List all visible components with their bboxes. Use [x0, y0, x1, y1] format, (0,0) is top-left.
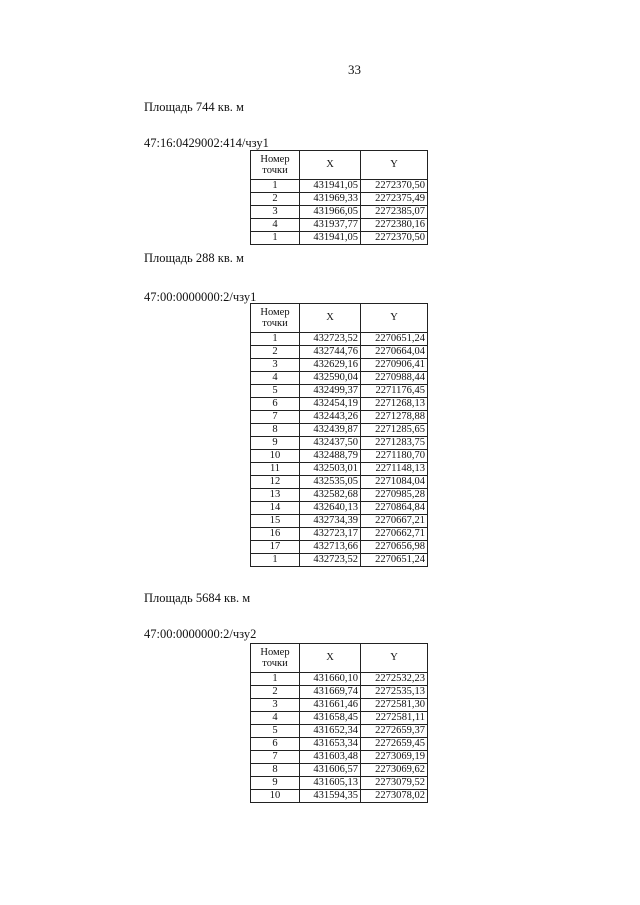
table-row	[251, 219, 428, 232]
section-1-table	[250, 150, 428, 245]
y-coordinate-cell: 2270662,71	[361, 528, 428, 541]
x-coordinate-cell: 432723,52	[300, 554, 361, 567]
table-row	[251, 751, 428, 764]
point-number-cell: 5	[251, 385, 300, 398]
section-2-table	[250, 303, 428, 567]
x-coordinate-cell: 431941,05	[300, 180, 361, 193]
x-coordinate-cell: 431653,34	[300, 738, 361, 751]
point-number-cell: 4	[251, 372, 300, 385]
y-coordinate-cell: 2273079,52	[361, 777, 428, 790]
x-coordinate-cell: 432454,19	[300, 398, 361, 411]
x-coordinate-cell: 431660,10	[300, 673, 361, 686]
point-number-cell: 10	[251, 450, 300, 463]
y-coordinate-cell: 2273069,19	[361, 751, 428, 764]
table-row	[251, 372, 428, 385]
point-number-cell: 15	[251, 515, 300, 528]
table-header-row	[251, 151, 428, 180]
section-3-table	[250, 643, 428, 803]
y-coordinate-cell: 2272581,11	[361, 712, 428, 725]
x-coordinate-cell: 432640,13	[300, 502, 361, 515]
point-number-cell: 1	[251, 232, 300, 245]
table-row	[251, 554, 428, 567]
table-row	[251, 450, 428, 463]
point-number-cell: 9	[251, 777, 300, 790]
y-coordinate-cell: 2272385,07	[361, 206, 428, 219]
table-row	[251, 541, 428, 554]
x-coordinate-cell: 431941,05	[300, 232, 361, 245]
y-coordinate-cell: 2271148,13	[361, 463, 428, 476]
table-header-row	[251, 644, 428, 673]
table-row	[251, 346, 428, 359]
table-row	[251, 232, 428, 245]
table-row	[251, 699, 428, 712]
col-header-num: Номер точки	[251, 151, 300, 180]
x-coordinate-cell: 431661,46	[300, 699, 361, 712]
table-row	[251, 712, 428, 725]
page-number: 33	[348, 62, 361, 77]
point-number-cell: 14	[251, 502, 300, 515]
x-coordinate-cell: 431652,34	[300, 725, 361, 738]
col-header-x: X	[300, 644, 361, 673]
table-row	[251, 385, 428, 398]
x-coordinate-cell: 432582,68	[300, 489, 361, 502]
section-1-id: 47:16:0429002:414/чзу1	[144, 136, 269, 150]
table-row	[251, 738, 428, 751]
point-number-cell: 8	[251, 764, 300, 777]
y-coordinate-cell: 2270651,24	[361, 554, 428, 567]
point-number-cell: 11	[251, 463, 300, 476]
table-row	[251, 725, 428, 738]
x-coordinate-cell: 431669,74	[300, 686, 361, 699]
point-number-cell: 2	[251, 346, 300, 359]
x-coordinate-cell: 432629,16	[300, 359, 361, 372]
x-coordinate-cell: 431969,33	[300, 193, 361, 206]
y-coordinate-cell: 2270656,98	[361, 541, 428, 554]
y-coordinate-cell: 2271180,70	[361, 450, 428, 463]
x-coordinate-cell: 432744,76	[300, 346, 361, 359]
point-number-cell: 10	[251, 790, 300, 803]
table-row	[251, 437, 428, 450]
col-header-num: Номер точки	[251, 644, 300, 673]
y-coordinate-cell: 2272380,16	[361, 219, 428, 232]
table-row	[251, 528, 428, 541]
table-row	[251, 764, 428, 777]
point-number-cell: 9	[251, 437, 300, 450]
y-coordinate-cell: 2271176,45	[361, 385, 428, 398]
point-number-cell: 13	[251, 489, 300, 502]
y-coordinate-cell: 2271268,13	[361, 398, 428, 411]
y-coordinate-cell: 2270667,21	[361, 515, 428, 528]
x-coordinate-cell: 432499,37	[300, 385, 361, 398]
x-coordinate-cell: 431937,77	[300, 219, 361, 232]
x-coordinate-cell: 431594,35	[300, 790, 361, 803]
x-coordinate-cell: 432437,50	[300, 437, 361, 450]
point-number-cell: 1	[251, 673, 300, 686]
y-coordinate-cell: 2271084,04	[361, 476, 428, 489]
table-row	[251, 502, 428, 515]
y-coordinate-cell: 2272370,50	[361, 180, 428, 193]
section-3-id: 47:00:0000000:2/чзу2	[144, 627, 257, 641]
table-row	[251, 463, 428, 476]
x-coordinate-cell: 431605,13	[300, 777, 361, 790]
x-coordinate-cell: 432734,39	[300, 515, 361, 528]
y-coordinate-cell: 2270864,84	[361, 502, 428, 515]
point-number-cell: 4	[251, 219, 300, 232]
table-row	[251, 193, 428, 206]
y-coordinate-cell: 2273069,62	[361, 764, 428, 777]
x-coordinate-cell: 432439,87	[300, 424, 361, 437]
x-coordinate-cell: 432723,52	[300, 333, 361, 346]
point-number-cell: 1	[251, 554, 300, 567]
y-coordinate-cell: 2270985,28	[361, 489, 428, 502]
y-coordinate-cell: 2272532,23	[361, 673, 428, 686]
table-row	[251, 411, 428, 424]
y-coordinate-cell: 2272659,45	[361, 738, 428, 751]
point-number-cell: 2	[251, 193, 300, 206]
table-row	[251, 333, 428, 346]
y-coordinate-cell: 2270664,04	[361, 346, 428, 359]
point-number-cell: 5	[251, 725, 300, 738]
point-number-cell: 3	[251, 206, 300, 219]
x-coordinate-cell: 432723,17	[300, 528, 361, 541]
point-number-cell: 16	[251, 528, 300, 541]
x-coordinate-cell: 431658,45	[300, 712, 361, 725]
y-coordinate-cell: 2273078,02	[361, 790, 428, 803]
point-number-cell: 1	[251, 180, 300, 193]
section-1-area: Площадь 288 кв. м	[144, 251, 244, 265]
point-number-cell: 4	[251, 712, 300, 725]
x-coordinate-cell: 432488,79	[300, 450, 361, 463]
point-number-cell: 6	[251, 398, 300, 411]
point-number-cell: 6	[251, 738, 300, 751]
col-header-y: Y	[361, 304, 428, 333]
section-2-area: Площадь 5684 кв. м	[144, 591, 251, 605]
y-coordinate-cell: 2271278,88	[361, 411, 428, 424]
y-coordinate-cell: 2270906,41	[361, 359, 428, 372]
y-coordinate-cell: 2271283,75	[361, 437, 428, 450]
y-coordinate-cell: 2271285,65	[361, 424, 428, 437]
x-coordinate-cell: 431606,57	[300, 764, 361, 777]
y-coordinate-cell: 2272659,37	[361, 725, 428, 738]
section-2-id: 47:00:0000000:2/чзу1	[144, 290, 257, 304]
point-number-cell: 7	[251, 751, 300, 764]
y-coordinate-cell: 2270651,24	[361, 333, 428, 346]
y-coordinate-cell: 2272370,50	[361, 232, 428, 245]
col-header-x: X	[300, 304, 361, 333]
col-header-y: Y	[361, 644, 428, 673]
table-row	[251, 673, 428, 686]
table-row	[251, 777, 428, 790]
x-coordinate-cell: 431966,05	[300, 206, 361, 219]
point-number-cell: 7	[251, 411, 300, 424]
x-coordinate-cell: 431603,48	[300, 751, 361, 764]
y-coordinate-cell: 2272535,13	[361, 686, 428, 699]
col-header-y: Y	[361, 151, 428, 180]
point-number-cell: 8	[251, 424, 300, 437]
point-number-cell: 1	[251, 333, 300, 346]
table-row	[251, 206, 428, 219]
y-coordinate-cell: 2272375,49	[361, 193, 428, 206]
table-row	[251, 398, 428, 411]
table-row	[251, 359, 428, 372]
col-header-num: Номер точки	[251, 304, 300, 333]
x-coordinate-cell: 432590,04	[300, 372, 361, 385]
point-number-cell: 2	[251, 686, 300, 699]
x-coordinate-cell: 432535,05	[300, 476, 361, 489]
x-coordinate-cell: 432503,01	[300, 463, 361, 476]
table-header-row	[251, 304, 428, 333]
point-number-cell: 3	[251, 699, 300, 712]
header-area-text: Площадь 744 кв. м	[144, 100, 244, 114]
table-row	[251, 686, 428, 699]
y-coordinate-cell: 2272581,30	[361, 699, 428, 712]
x-coordinate-cell: 432713,66	[300, 541, 361, 554]
point-number-cell: 12	[251, 476, 300, 489]
table-row	[251, 476, 428, 489]
table-row	[251, 424, 428, 437]
col-header-x: X	[300, 151, 361, 180]
table-row	[251, 489, 428, 502]
point-number-cell: 3	[251, 359, 300, 372]
table-row	[251, 180, 428, 193]
table-row	[251, 515, 428, 528]
table-row	[251, 790, 428, 803]
x-coordinate-cell: 432443,26	[300, 411, 361, 424]
y-coordinate-cell: 2270988,44	[361, 372, 428, 385]
point-number-cell: 17	[251, 541, 300, 554]
